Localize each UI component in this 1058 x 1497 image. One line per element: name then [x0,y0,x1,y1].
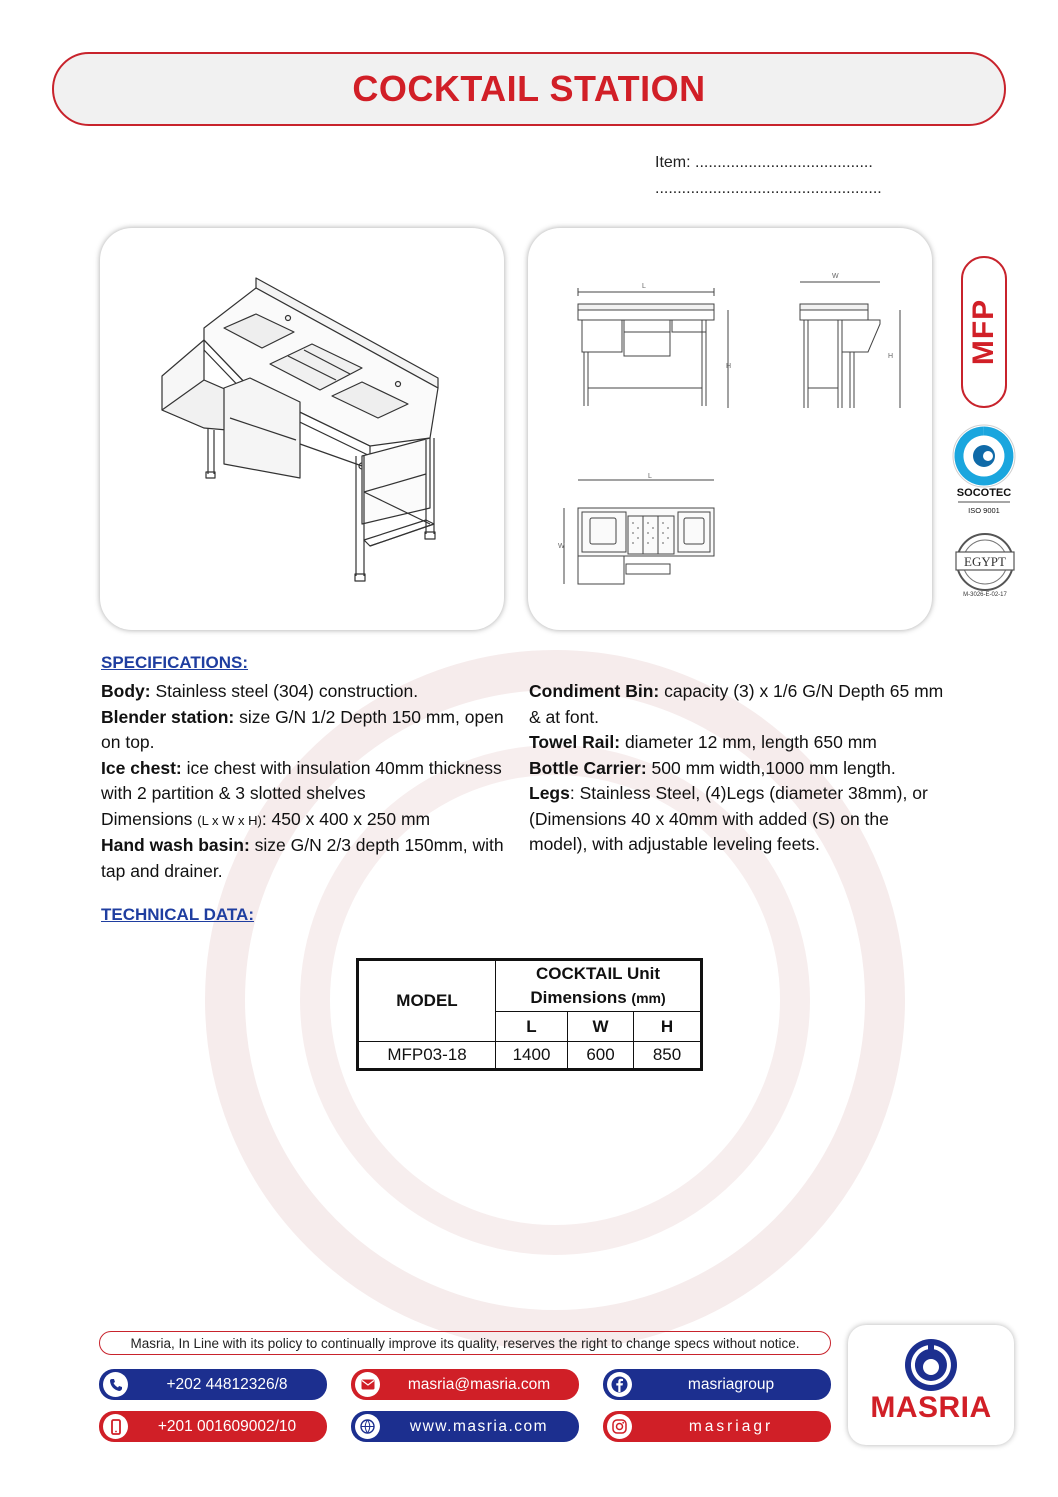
phone-landline-pill[interactable] [99,1369,327,1400]
spec-blender-station: Blender station: size G/N 1/2 Depth 150 mm, open on top. [101,706,504,752]
col-header-h: H [634,1012,702,1042]
drawing-label-w-side: W [832,273,839,280]
masria-wordmark: MASRIA [870,1391,992,1424]
mobile-phone-icon [103,1414,128,1439]
email-address: masria@masria.com [407,1375,551,1393]
model-header: MODEL [358,960,496,1042]
egypt-seal-logo [946,530,1024,600]
page-title: COCKTAIL STATION [352,68,706,109]
egypt-label: EGYPT [964,554,1006,569]
cell-l: 1400 [496,1042,568,1070]
product-orthographic-panel [528,228,932,630]
specifications-heading: SPECIFICATIONS: [101,653,249,672]
globe-icon [355,1414,380,1439]
item-line-2: ................................................... [655,180,882,197]
facebook-icon [607,1372,632,1397]
masria-emblem-icon [903,1337,959,1393]
facebook-handle: masriagroup [687,1375,775,1393]
spec-towel-rail: Towel Rail: diameter 12 mm, length 650 mm [529,732,877,752]
iso-label: ISO 9001 [968,506,1000,515]
product-isometric-drawing [100,228,504,630]
mfp-badge [961,256,1007,408]
unit-header-line2: Dimensions (mm) [530,988,666,1007]
phone-icon [103,1372,128,1397]
masria-logo [848,1325,1014,1445]
website-pill[interactable] [351,1411,579,1442]
orthographic-drawings [528,228,932,630]
specs-left-column [101,679,511,884]
product-isometric-panel [100,228,504,630]
email-pill[interactable] [351,1369,579,1400]
spec-legs: Legs: Stainless Steel, (4)Legs (diameter 38mm), or (Dimensions 40 x 40mm with added (S) on the model), with adjustable leveling feets. [529,783,928,854]
specs-right-column [529,679,949,858]
drawing-label-l-top: L [648,473,652,480]
instagram-handle: masriagr [688,1417,774,1435]
spec-bottle-carrier: Bottle Carrier: 500 mm width,1000 mm length. [529,757,896,778]
drawing-label-h-side: H [888,353,894,360]
phone-mobile-pill[interactable] [99,1411,327,1442]
technical-data-table [356,958,703,1071]
egypt-code: M-3026-E-02-17 [963,592,1007,598]
mfp-label: MFP [967,298,1001,366]
phone-mobile: +201 001609002/10 [157,1417,297,1435]
drawing-label-w-top: W [558,543,565,550]
spec-condiment-bin: Condiment Bin: capacity (3) x 1/6 G/N Depth 65 mm & at font. [529,681,944,727]
unit-header [496,960,702,1012]
socotec-iso-logo [944,422,1024,518]
item-line-1: Item: ........................................ [655,154,873,171]
col-header-w: W [568,1012,634,1042]
spec-ice-chest-dimensions: Dimensions (L x W x H): 450 x 400 x 250 mm [101,808,431,829]
spec-hand-wash-basin: Hand wash basin: size G/N 2/3 depth 150mm, with tap and drainer. [101,835,504,881]
col-header-l: L [496,1012,568,1042]
footer-disclaimer: Masria, In Line with its policy to continually improve its quality, reserves the right to change specs without notice. [99,1331,831,1355]
spec-body: Body: Stainless steel (304) construction. [101,681,419,701]
unit-header-line1: COCKTAIL Unit [535,964,661,983]
cell-h: 850 [634,1042,702,1070]
cell-w: 600 [568,1042,634,1070]
technical-data-heading: TECHNICAL DATA: [101,905,254,924]
spec-ice-chest: Ice chest: ice chest with insulation 40mm thickness with 2 partition & 3 slotted shelves [101,757,502,803]
drawing-label-h-front: H [726,363,732,370]
item-field [655,150,882,202]
website-url: www.masria.com [409,1417,549,1435]
instagram-pill[interactable] [603,1411,831,1442]
email-icon [355,1372,380,1397]
facebook-pill[interactable] [603,1369,831,1400]
cell-model: MFP03-18 [358,1042,496,1070]
phone-landline: +202 44812326/8 [166,1375,288,1393]
instagram-icon [607,1414,632,1439]
table-row [358,1042,702,1070]
socotec-label: SOCOTEC [956,487,1012,499]
drawing-label-l-front: L [642,283,646,290]
title-banner [52,52,1006,126]
